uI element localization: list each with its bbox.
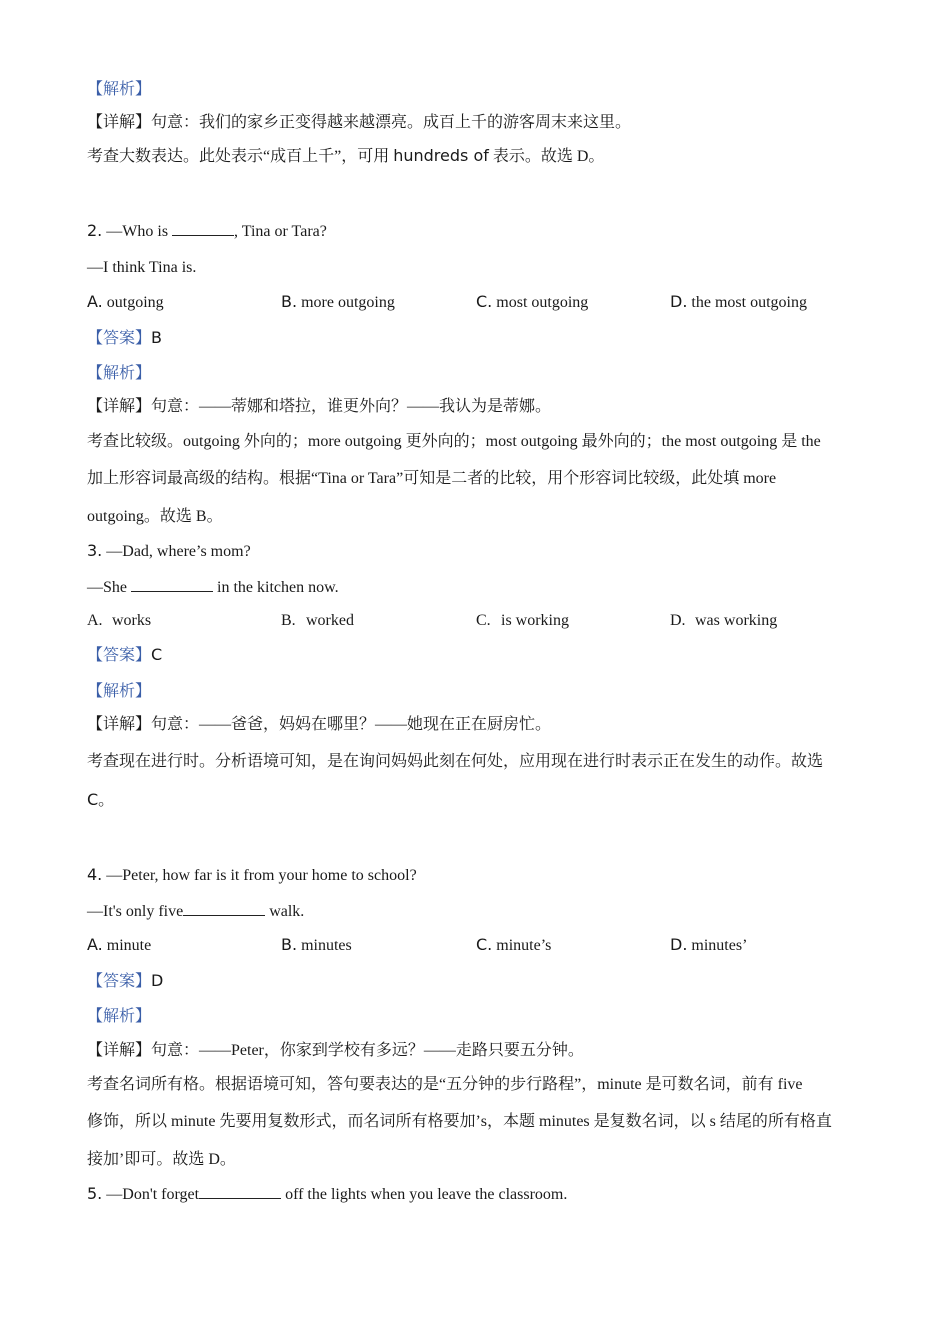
- explanation-text: 接加’即可。故选 D。: [87, 1151, 236, 1168]
- answer-blank: [183, 901, 265, 916]
- detail-text: 【详解】句意：——蒂娜和塔拉，谁更外向？——我认为是蒂娜。: [87, 398, 552, 415]
- explanation-text: 考查名词所有格。根据语境可知，答句要表达的是“五分钟的步行路程”，minute 是可数名词，前有 five: [87, 1076, 803, 1093]
- question-reply: —She in the kitchen now.: [87, 579, 339, 596]
- explanation-text: outgoing。故选 B。: [87, 508, 223, 525]
- question-stem: 3. —Dad, where’s mom?: [87, 541, 251, 560]
- option-a: A. outgoing: [87, 292, 164, 311]
- question-reply: —It's only five walk.: [87, 903, 305, 920]
- option-c: C. is working: [476, 612, 569, 629]
- option-d: D. was working: [670, 612, 778, 629]
- answer-blank: [131, 577, 213, 592]
- explanation-text: 考查大数表达。此处表示“成百上千”，可用 hundreds of 表示。故选 D。: [87, 146, 605, 165]
- detail-text: 【详解】句意：——爸爸，妈妈在哪里？——她现在正在厨房忙。: [87, 716, 552, 733]
- explanation-text: C。: [87, 790, 115, 809]
- answer-line: 【答案】D: [87, 971, 164, 990]
- answer-line: 【答案】B: [87, 328, 162, 347]
- option-b: B. minutes: [281, 935, 352, 954]
- answer-blank: [199, 1184, 281, 1199]
- analysis-tag: 【解析】: [87, 81, 152, 98]
- question-stem: 2. —Who is , Tina or Tara?: [87, 221, 327, 240]
- option-a: A. works: [87, 612, 152, 629]
- option-b: B. worked: [281, 612, 354, 629]
- answer-blank: [172, 221, 234, 236]
- option-b: B. more outgoing: [281, 292, 395, 311]
- option-d: D. the most outgoing: [670, 292, 807, 311]
- explanation-text: 考查比较级。outgoing 外向的；more outgoing 更外向的；most outgoing 最外向的；the most outgoing 是 the: [87, 433, 821, 450]
- detail-text: 【详解】句意：——Peter，你家到学校有多远？——走路只要五分钟。: [87, 1042, 584, 1059]
- question-stem: 5. —Don't forget off the lights when you leave the classroom.: [87, 1184, 568, 1203]
- question-reply: —I think Tina is.: [87, 259, 197, 276]
- question-stem: 4. —Peter, how far is it from your home to school?: [87, 865, 417, 884]
- option-c: C. most outgoing: [476, 292, 589, 311]
- explanation-text: 修饰，所以 minute 先要用复数形式，而名词所有格要加’s，本题 minutes 是复数名词，以 s 结尾的所有格直: [87, 1113, 832, 1130]
- answer-line: 【答案】C: [87, 645, 163, 664]
- explanation-text: 加上形容词最高级的结构。根据“Tina or Tara”可知是二者的比较，用个形容词比较级，此处填 more: [87, 470, 777, 487]
- detail-text: 【详解】句意：我们的家乡正变得越来越漂亮。成百上千的游客周末来这里。: [87, 114, 632, 131]
- analysis-tag: 【解析】: [87, 1008, 152, 1025]
- option-c: C. minute’s: [476, 935, 552, 954]
- option-d: D. minutes’: [670, 935, 748, 954]
- option-a: A. minute: [87, 935, 152, 954]
- analysis-tag: 【解析】: [87, 365, 152, 382]
- analysis-tag: 【解析】: [87, 683, 152, 700]
- explanation-text: 考查现在进行时。分析语境可知，是在询问妈妈此刻在何处，应用现在进行时表示正在发生的动作。故选: [87, 753, 824, 770]
